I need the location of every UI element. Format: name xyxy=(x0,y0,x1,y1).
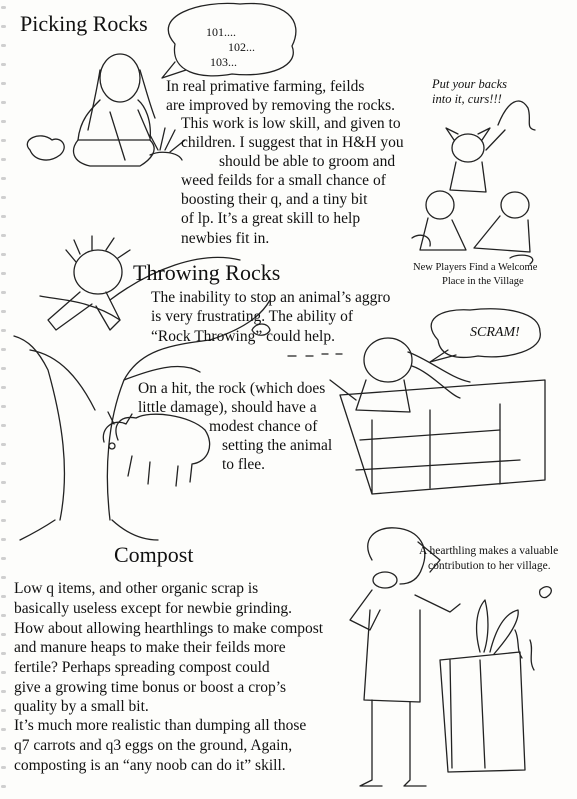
throwing-text-line-2: On a hit, the rock (which does xyxy=(138,380,326,397)
throwing-text-line: The inability to stop an animal’s aggro xyxy=(151,289,391,306)
scram-bubble-text: SCRAM! xyxy=(470,325,520,340)
bubble-count-3: 103... xyxy=(210,55,237,69)
compost-text-line: basically useless except for newbie grinding. xyxy=(14,600,293,617)
compost-text-line: How about allowing hearthlings to make compost xyxy=(14,620,324,637)
bubble-count-1: 101.... xyxy=(206,25,236,39)
compost-text-line: Low q items, and other organic scrap is xyxy=(14,580,259,597)
compost-text-line: composting is an “any noob can do it” skill. xyxy=(14,757,286,774)
compost-caption-line: A hearthling makes a valuable xyxy=(419,545,559,557)
compost-text-line: and manure heaps to make their feilds more xyxy=(14,639,286,656)
throwing-text-line-2: to flee. xyxy=(222,456,266,473)
compost-caption-line: contribution to her village. xyxy=(428,560,551,572)
throwing-text-line-2: setting the animal xyxy=(222,437,333,454)
foreman-callout-line: Put your backs xyxy=(432,77,507,91)
throwing-text-line-2: modest chance of xyxy=(209,418,318,435)
picking-text-line: In real primative farming, feilds xyxy=(166,78,365,95)
compost-text-line: give a growing time bonus or boost a crop’s xyxy=(14,679,287,696)
pig-drawing xyxy=(103,412,209,486)
new-players-caption-line: New Players Find a Welcome xyxy=(413,262,538,273)
picking-rocks-heading: Picking Rocks xyxy=(20,11,148,36)
picking-text-line: of lp. It’s a great skill to help xyxy=(181,210,361,227)
boy-in-tree-drawing xyxy=(48,236,130,330)
picking-text-line: newbies fit in. xyxy=(181,230,270,247)
compost-heading: Compost xyxy=(114,542,194,567)
throwing-text-line: “Rock Throwing” could help. xyxy=(151,328,335,345)
picking-text-line: boosting their q, and a tiny bit xyxy=(181,191,368,208)
throwing-rocks-heading: Throwing Rocks xyxy=(133,260,281,285)
new-players-caption-line: Place in the Village xyxy=(442,276,524,287)
compost-text-line: fertile? Perhaps spreading compost could xyxy=(14,659,270,676)
compost-text-line: quality by a small bit. xyxy=(14,698,149,715)
picking-text-line: weed feilds for a small chance of xyxy=(181,172,386,189)
throwing-text-line: is very frustrating. The ability of xyxy=(151,308,354,325)
throwing-text-line-2: little damage), should have a xyxy=(138,399,317,416)
picking-text-line: This work is low skill, and given to xyxy=(181,115,401,132)
compost-text-line: It’s much more realistic than dumping all those xyxy=(14,717,307,734)
bubble-count-2: 102... xyxy=(228,40,255,54)
picking-text-line: should be able to groom and xyxy=(219,153,396,170)
picking-text-line: are improved by removing the rocks. xyxy=(166,97,395,114)
girl-picking-rocks-drawing xyxy=(27,54,185,166)
new-players-kids-drawing xyxy=(412,101,535,264)
compost-text-line: q7 carrots and q3 eggs on the ground, Again, xyxy=(14,737,293,754)
girl-throwing-rock-drawing xyxy=(330,338,545,494)
foreman-callout-line: into it, curs!!! xyxy=(432,92,502,106)
picking-text-line: children. I suggest that in H&H you xyxy=(181,134,404,151)
